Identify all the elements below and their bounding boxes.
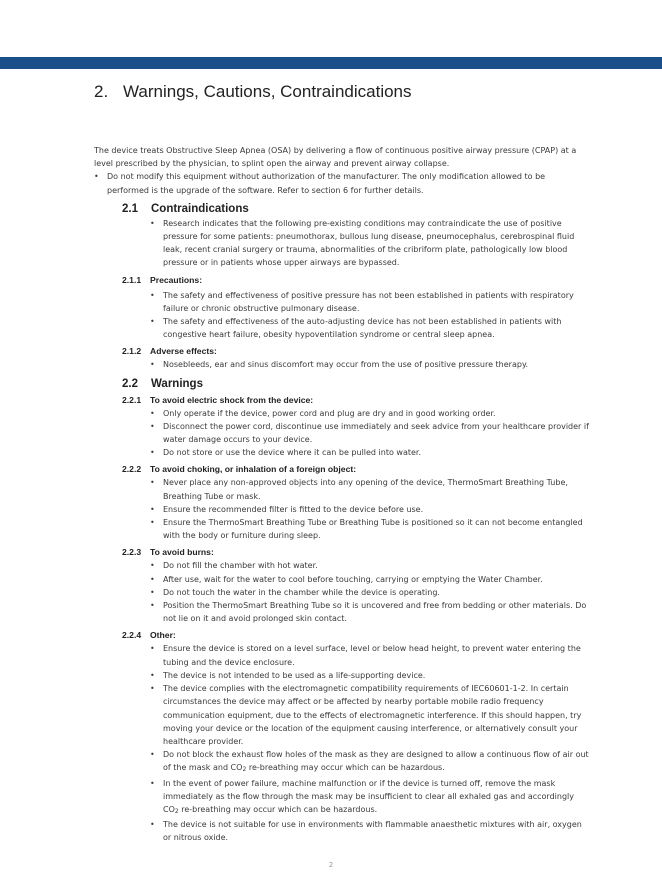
intro-list <box>94 170 589 196</box>
subsection-heading: 2.2.3 To avoid burns: <box>122 547 214 558</box>
electric-shock-list <box>163 407 589 460</box>
list-item: • Nosebleeds, ear and sinus discomfort may occur from the use of positive pressure therapy. <box>163 358 589 371</box>
subsection-heading: 2.1.2 Adverse effects: <box>122 346 217 357</box>
document-body <box>94 144 589 845</box>
contraindications-list <box>163 217 589 270</box>
subsection-heading: 2.2.4 Other: <box>122 630 176 641</box>
subsection-heading: 2.1.1 Precautions: <box>122 274 203 285</box>
intro-paragraph: The device treats Obstructive Sleep Apnea (OSA) by delivering a flow of continuous positive airway pressure (CPAP) at a level prescribed by the physician, to splint open the airway and prevent airway collapse. <box>94 146 577 169</box>
list-item: • Do not modify this equipment without authorization of the manufacturer. The only modification allowed to be performed is the upgrade of the software. Refer to section 6 for further details. <box>107 170 589 196</box>
page-number: 2 <box>328 861 334 869</box>
list-item: • Ensure the ThermoSmart Breathing Tube or Breathing Tube is positioned so it can not become entangled with the body or furniture during sleep. <box>163 516 589 542</box>
list-item: • The safety and effectiveness of the auto-adjusting device has not been established in patients with congestive heart failure, obesity hypoventilation syndrome or central sleep apnea. <box>163 315 589 341</box>
section-heading: 2.1 Contraindications <box>122 202 249 215</box>
section-2-1 <box>122 197 589 845</box>
list-item: • After use, wait for the water to cool before touching, carrying or emptying the Water Chamber. <box>163 573 589 586</box>
burns-list <box>163 559 589 625</box>
list-item: • Ensure the recommended filter is fitted to the device before use. <box>163 503 589 516</box>
list-item: • The safety and effectiveness of positive pressure has not been established in patients with respiratory failure or chronic obstructive pulmonary disease. <box>163 289 589 315</box>
header-bar <box>0 57 662 69</box>
list-item: • Do not touch the water in the chamber while the device is operating. <box>163 586 589 599</box>
list-item: • In the event of power failure, machine malfunction or if the device is turned off, remove the mask immediately as the flow through the mask may be insufficient to clear all exhaled gas and accordingly $CO_2$ re-breathing may occur which can be hazardous. <box>163 777 589 819</box>
other-list <box>163 642 589 844</box>
page-title: 2. Warnings, Cautions, Contraindications <box>94 82 412 101</box>
adverse-effects-list <box>163 358 589 371</box>
precautions-list <box>163 289 589 342</box>
choking-list <box>163 476 589 542</box>
section-heading: 2.2 Warnings <box>122 377 203 390</box>
list-item: • Only operate if the device, power cord and plug are dry and in good working order. <box>163 407 589 420</box>
list-item: • The device is not suitable for use in environments with flammable anaesthetic mixtures with air, oxygen or nitrous oxide. <box>163 818 589 844</box>
list-item: • Do not fill the chamber with hot water. <box>163 559 589 572</box>
list-item: • The device is not intended to be used as a life-supporting device. <box>163 669 589 682</box>
subsection-heading: 2.2.1 To avoid electric shock from the device: <box>122 394 314 405</box>
list-item: • Research indicates that the following pre-existing conditions may contraindicate the use of positive pressure for some patients: pneumothorax, bullous lung disease, pneumocephalus, cerebrospinal fluid leak, recent cranial surgery or trauma, abnormalities of the cribriform plate, pathologically low blood pressure or in patients whose upper airways are bypassed. <box>163 217 589 270</box>
list-item: • Do not store or use the device where it can be pulled into water. <box>163 446 589 459</box>
list-item: • Do not block the exhaust flow holes of the mask as they are designed to allow a continuous flow of air out of the mask and $CO_2$ re-breathing may occur which can be hazardous. <box>163 748 589 776</box>
list-item: • The device complies with the electromagnetic compatibility requirements of IEC60601-1-2. In certain circumstances the device may affect or be affected by nearby portable mobile radio frequency communication equipment, due to the effects of electromagnetic interference. If this should happen, try moving your device or the location of the equipment causing interference, or alternatively consult your healthcare provider. <box>163 682 589 748</box>
list-item: • Position the ThermoSmart Breathing Tube so it is uncovered and free from bedding or other materials. Do not lie on it and avoid prolonged skin contact. <box>163 599 589 625</box>
subsection-heading: 2.2.2 To avoid choking, or inhalation of a foreign object: <box>122 464 357 475</box>
list-item: • Ensure the device is stored on a level surface, level or below head height, to prevent water entering the tubing and the device enclosure. <box>163 642 589 668</box>
list-item: • Disconnect the power cord, discontinue use immediately and seek advice from your healthcare provider if water damage occurs to your device. <box>163 420 589 446</box>
list-item: • Never place any non-approved objects into any opening of the device, ThermoSmart Breathing Tube, Breathing Tube or mask. <box>163 476 589 502</box>
